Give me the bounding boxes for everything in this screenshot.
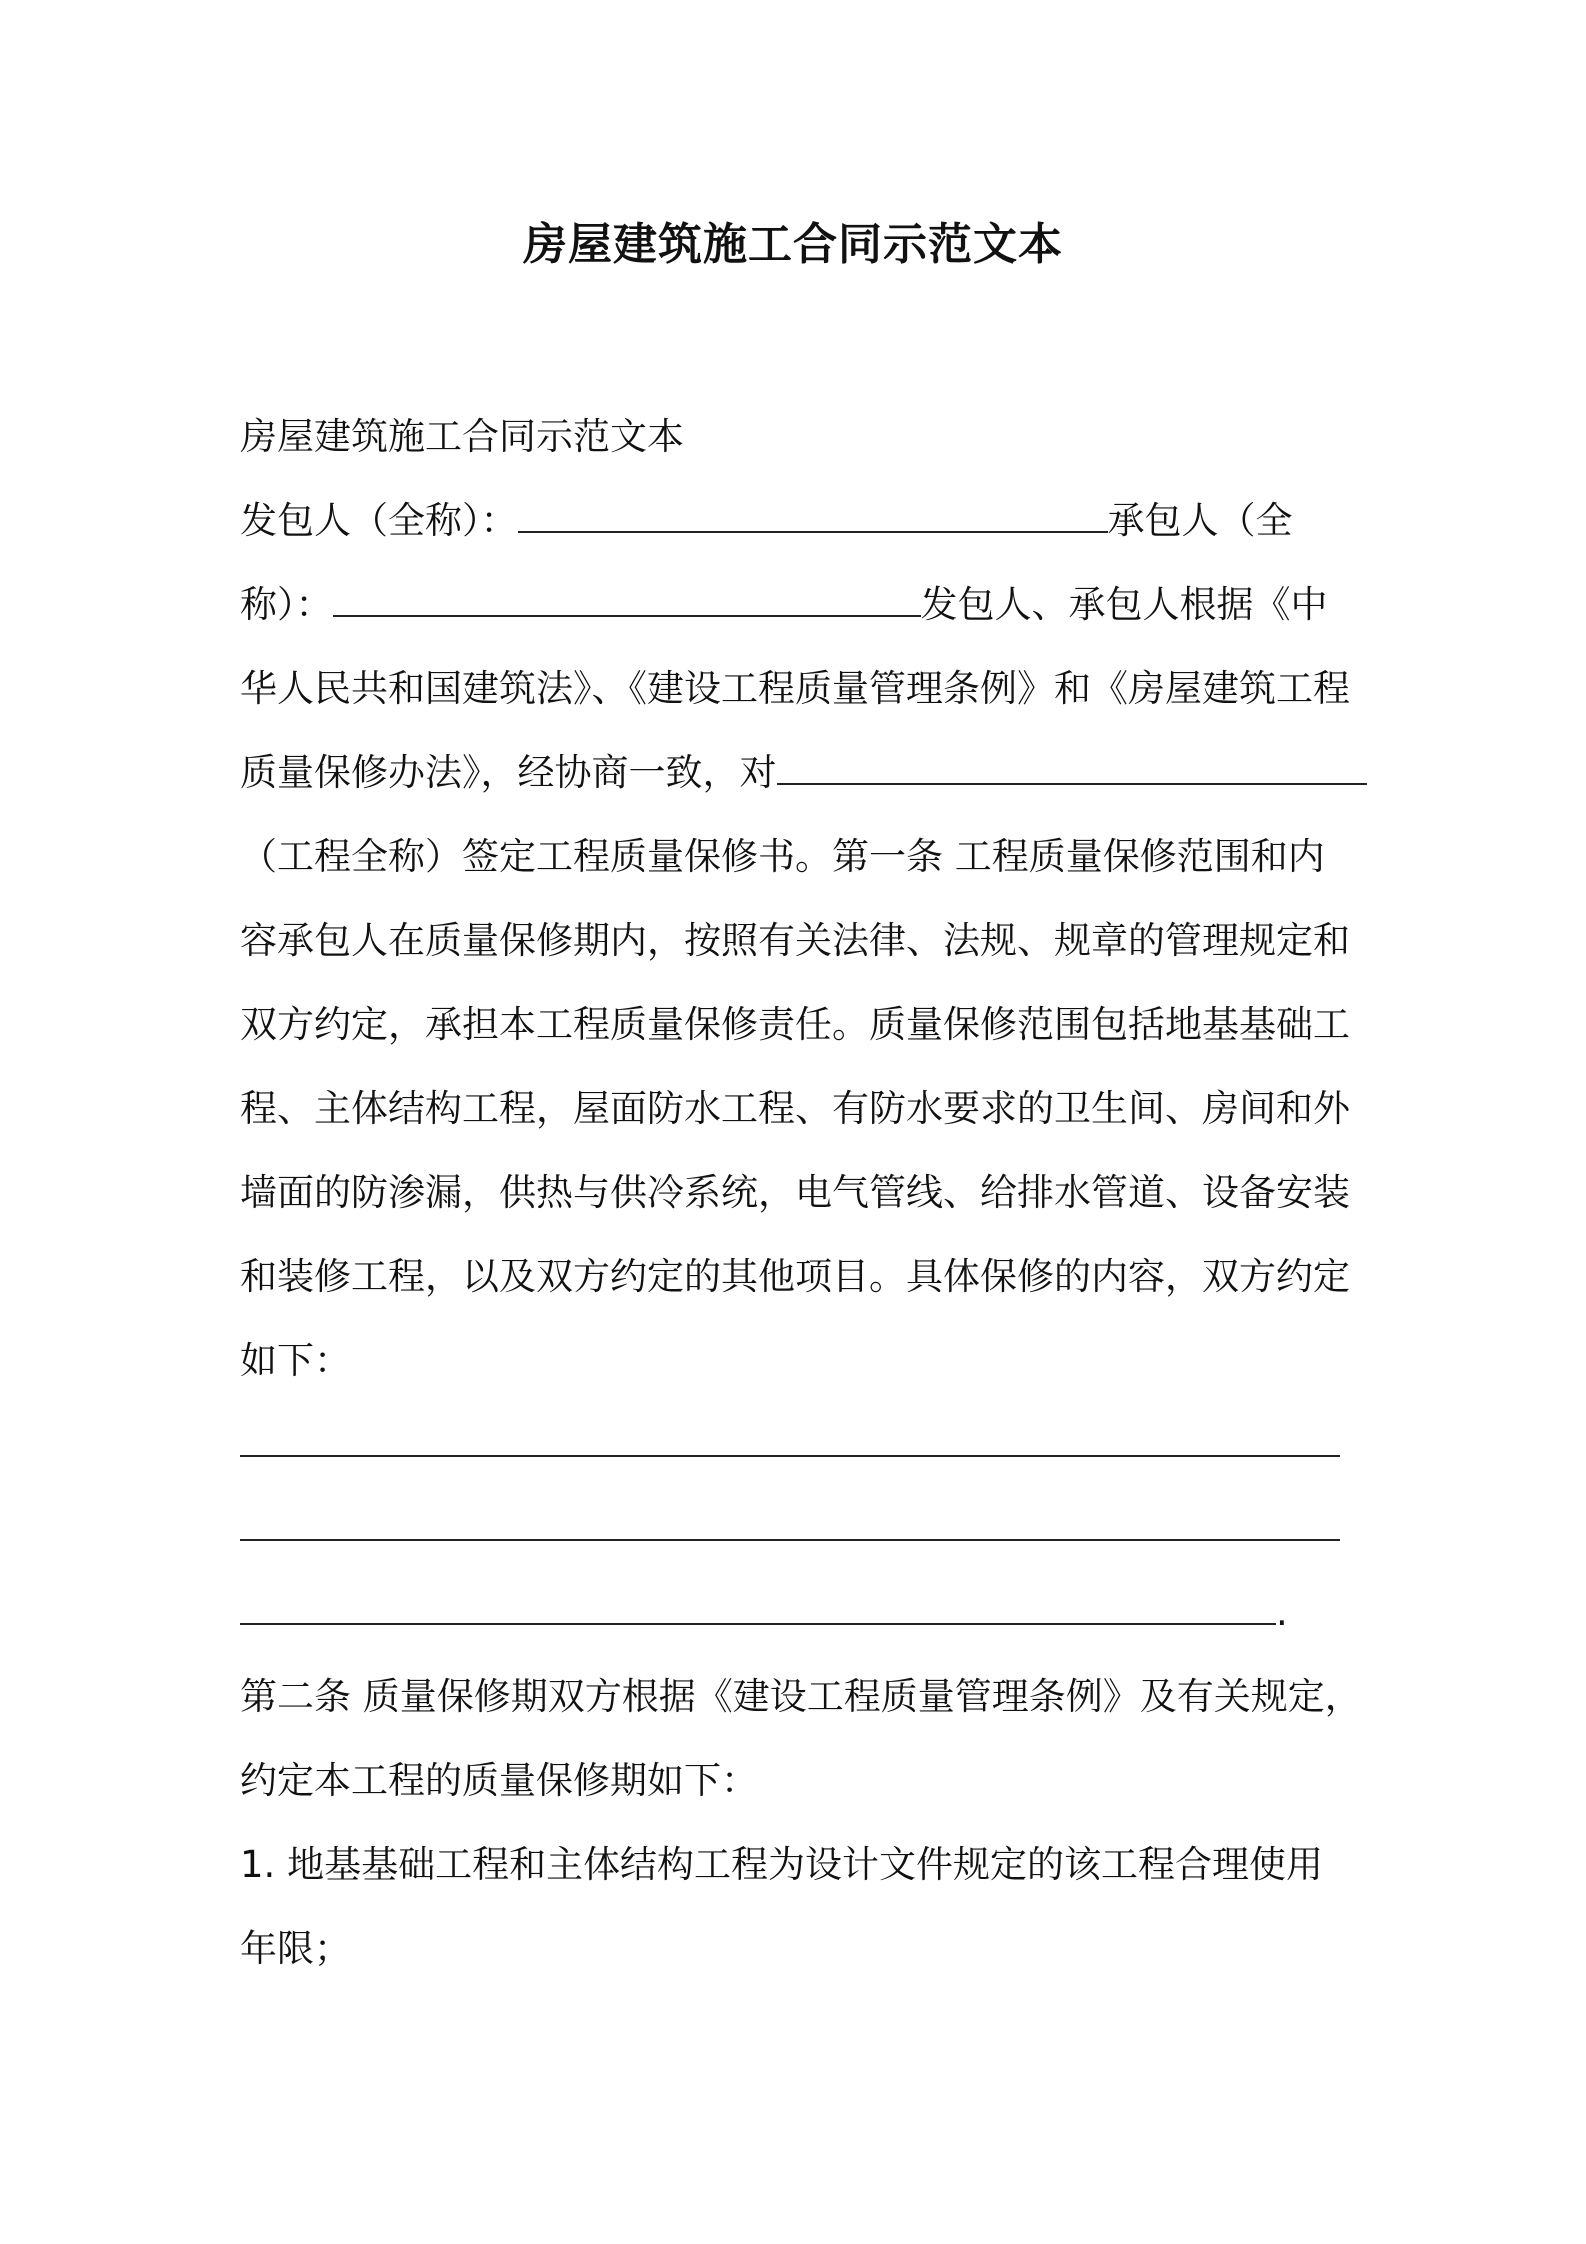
employer-label: 发包人（全称）：	[240, 499, 518, 542]
warranty-content-blank-1[interactable]	[240, 1454, 1340, 1457]
period-mark: .	[1276, 1591, 1288, 1634]
body-line-9	[240, 1067, 1370, 1151]
article-two-heading: 第二条 质量保修期双方根据《建设工程质量管理条例》及有关规定，	[240, 1675, 1362, 1718]
body-text: 质量保修办法》，经协商一致，对	[240, 751, 777, 794]
body-text: 双方约定，承担本工程质量保修责任。质量保修范围包括地基基础工	[240, 1003, 1350, 1046]
employer-name-blank[interactable]	[518, 530, 1108, 533]
body-line-2	[240, 479, 1370, 563]
body-text: 容承包人在质量保修期内，按照有关法律、法规、规章的管理规定和	[240, 919, 1350, 962]
document-title: 房屋建筑施工合同示范文本	[523, 219, 1063, 270]
body-line-7	[240, 899, 1370, 983]
agreement-basis-text: 发包人、承包人根据《中	[920, 583, 1328, 626]
body-line-15	[240, 1571, 1370, 1655]
body-line-1	[240, 395, 1370, 479]
body-line-18	[240, 1823, 1370, 1907]
body-text: 年限；	[240, 1927, 351, 1970]
list-item-1: 1. 地基基础工程和主体结构工程为设计文件规定的该工程合理使用	[240, 1843, 1324, 1886]
warranty-content-blank-3[interactable]	[240, 1622, 1276, 1625]
body-line-13	[240, 1403, 1370, 1487]
body-line-12	[240, 1319, 1370, 1403]
body-line-14	[240, 1487, 1370, 1571]
subtitle-text: 房屋建筑施工合同示范文本	[240, 415, 684, 458]
body-line-16	[240, 1655, 1370, 1739]
body-text: 如下：	[240, 1339, 351, 1382]
contractor-label-end: 称）：	[240, 583, 333, 626]
body-text: 华人民共和国建筑法》、《建设工程质量管理条例》和《房屋建筑工程	[240, 667, 1350, 710]
body-line-4	[240, 647, 1370, 731]
body-text: 墙面的防渗漏，供热与供冷系统，电气管线、给排水管道、设备安装	[240, 1171, 1350, 1214]
body-line-17	[240, 1739, 1370, 1823]
contractor-name-blank[interactable]	[333, 614, 921, 617]
project-name-blank[interactable]	[777, 782, 1367, 785]
body-text: 程、主体结构工程，屋面防水工程、有防水要求的卫生间、房间和外	[240, 1087, 1350, 1130]
body-line-5	[240, 731, 1370, 815]
body-line-10	[240, 1151, 1370, 1235]
contractor-label-start: 承包人（全	[1107, 499, 1293, 542]
body-text: 和装修工程，以及双方约定的其他项目。具体保修的内容，双方约定	[240, 1255, 1350, 1298]
body-text: 约定本工程的质量保修期如下：	[240, 1759, 758, 1802]
warranty-content-blank-2[interactable]	[240, 1538, 1340, 1541]
body-line-3	[240, 563, 1370, 647]
body-line-8	[240, 983, 1370, 1067]
body-line-11	[240, 1235, 1370, 1319]
body-text: （工程全称）签定工程质量保修书。第一条 工程质量保修范围和内	[240, 835, 1325, 878]
body-line-6	[240, 815, 1370, 899]
body-line-19	[240, 1907, 1370, 1991]
